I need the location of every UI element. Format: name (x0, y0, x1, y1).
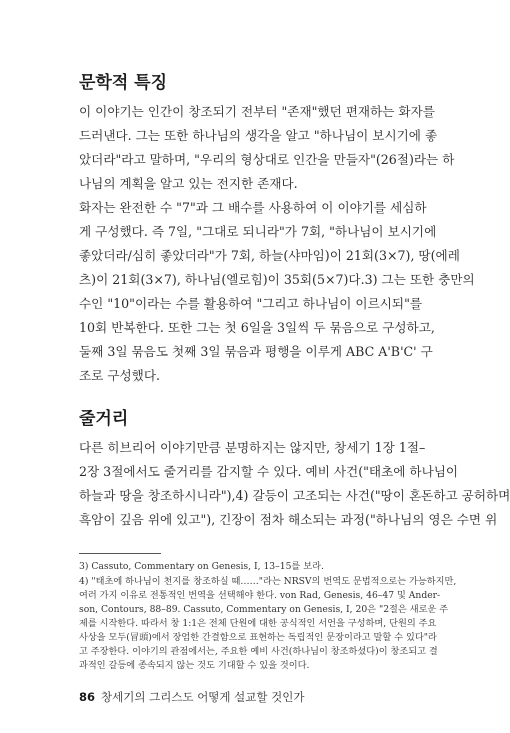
page-footer (79, 689, 305, 705)
section-heading-plot: 줄거리 (79, 409, 129, 429)
footnote-line: 과적인 갈등에 종속되지 않는 것도 기대할 수 있을 것이다. (79, 660, 310, 671)
body-line: 화자는 완전한 수 "7"과 그 배수를 사용하여 이 이야기를 세심하 (79, 200, 427, 215)
body-line: 츠)이 21회(3×7), 하나님(엘로힘)이 35회(5×7)다.3) 그는 또한 충만의 (79, 272, 475, 287)
section-heading-literary-features: 문학적 특징 (79, 73, 168, 93)
body-line: 드러낸다. 그는 또한 하나님의 생각을 알고 "하나님이 보시기에 좋 (79, 128, 438, 143)
body-line: 나님의 계획을 알고 있는 전지한 존재다. (79, 176, 298, 191)
body-line: 둘째 3일 묶음도 첫째 3일 묶음과 평행을 이루게 ABC A'B'C' 구 (79, 344, 433, 359)
running-title: 창세기의 그리스도 어떻게 설교할 것인가 (101, 690, 305, 704)
footnote-line: 여러 가지 이유로 전통적인 번역을 선택해야 한다. von Rad, Genesis, 46–47 및 Ander- (79, 590, 441, 601)
footnote-line: 3) Cassuto, Commentary on Genesis, I, 13–15를 보라. (79, 561, 324, 572)
body-line: 하늘과 땅을 창조하시니라"),4) 갈등이 고조되는 사건("땅이 혼돈하고 공허하며 (79, 488, 510, 503)
page-number: 86 (79, 690, 96, 704)
body-line: 좋았더라/심히 좋았더라"가 7회, 하늘(샤마임)이 21회(3×7), 땅(에레 (79, 248, 460, 263)
body-line: 2장 3절에서도 줄거리를 감지할 수 있다. 예비 사건("태초에 하나님이 (79, 464, 459, 479)
body-line: 게 구성했다. 즉 7일, "그대로 되니라"가 7회, "하나님이 보시기에 (79, 224, 437, 239)
footnote-line: 사상을 모두(冒頭)에서 장엄한 간결함으로 표현하는 독립적인 문장이라고 말할 수 있다"라 (79, 632, 437, 643)
body-line: 흑암이 깊음 위에 있고"), 긴장이 점차 해소되는 과정("하나님의 영은 수면 위 (79, 512, 498, 527)
footnote-line: 제를 시작한다. 따라서 창 1:1은 전체 단원에 대한 공식적인 서언을 구성하며, 단원의 주요 (79, 618, 437, 629)
body-line: 조로 구성했다. (79, 368, 160, 383)
body-line: 10회 반복한다. 또한 그는 첫 6일을 3일씩 두 묶음으로 구성하고, (79, 320, 435, 335)
footnote-rule (79, 553, 161, 554)
footnote-line: son, Contours, 88–89. Cassuto, Commentary on Genesis, I, 20은 "2절은 새로운 주 (79, 604, 449, 615)
body-line: 다른 히브리어 이야기만큼 분명하지는 않지만, 창세기 1장 1절– (79, 440, 426, 455)
footnote-line: 4) "태초에 하나님이 천지를 창조하실 때……"라는 NRSV의 번역도 문법적으로는 가능하지만, (79, 576, 457, 587)
footnote-line: 고 주장한다. 이야기의 관점에서는, 주요한 예비 사건(하나님이 창조하셨다)이 창조되고 결 (79, 646, 438, 657)
body-line: 이 이야기는 인간이 창조되기 전부터 "존재"했던 편재하는 화자를 (79, 104, 435, 119)
body-line: 수인 "10"이라는 수를 활용하여 "그리고 하나님이 이르시되"를 (79, 296, 423, 311)
body-line: 았더라"라고 말하며, "우리의 형상대로 인간을 만들자"(26절)라는 하 (79, 152, 455, 167)
